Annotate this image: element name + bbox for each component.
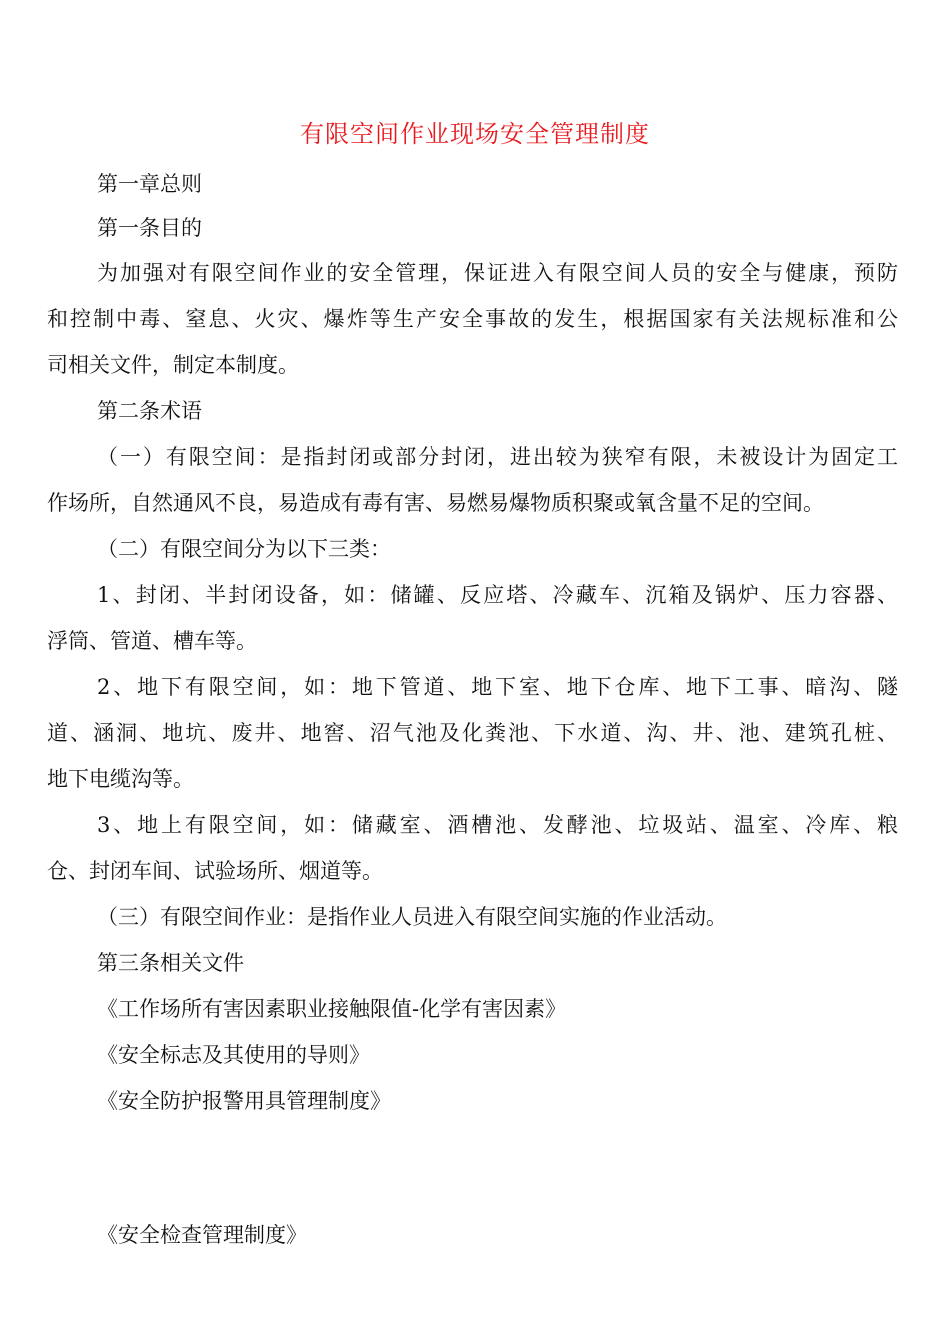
term-item-3: （三）有限空间作业：是指作业人员进入有限空间实施的作业活动。	[97, 905, 727, 929]
article1-paragraph-line: 和控制中毒、窒息、火灾、爆炸等生产安全事故的发生，根据国家有关法规标准和公	[47, 307, 898, 331]
related-document: 《安全标志及其使用的导则》	[97, 1043, 370, 1067]
article1-heading: 第一条目的	[97, 216, 202, 240]
related-document: 《安全检查管理制度》	[97, 1223, 307, 1247]
article1-paragraph-line: 为加强对有限空间作业的安全管理，保证进入有限空间人员的安全与健康，预防	[97, 261, 898, 285]
article2-heading: 第二条术语	[97, 399, 202, 423]
term-item-1-line: 作场所，自然通风不良，易造成有毒有害、易燃易爆物质积聚或氧含量不足的空间。	[47, 491, 824, 515]
article1-paragraph-line: 司相关文件，制定本制度。	[47, 353, 299, 377]
article3-heading: 第三条相关文件	[97, 951, 244, 975]
category-2-line: 2、地下有限空间，如：地下管道、地下室、地下仓库、地下工事、暗沟、隧	[97, 675, 898, 699]
category-1-line: 浮筒、管道、槽车等。	[47, 629, 257, 653]
category-3-line: 3、地上有限空间，如：储藏室、酒槽池、发酵池、垃圾站、温室、冷库、粮	[97, 813, 898, 837]
category-2-line: 地下电缆沟等。	[47, 767, 194, 791]
category-2-line: 道、涵洞、地坑、废井、地窖、沼气池及化粪池、下水道、沟、井、池、建筑孔桩、	[47, 721, 898, 745]
category-1-line: 1、封闭、半封闭设备，如：储罐、反应塔、冷藏车、沉箱及锅炉、压力容器、	[97, 583, 898, 607]
related-document: 《工作场所有害因素职业接触限值-化学有害因素》	[97, 997, 567, 1021]
category-3-line: 仓、封闭车间、试验场所、烟道等。	[47, 859, 383, 883]
related-document: 《安全防护报警用具管理制度》	[97, 1089, 391, 1113]
term-item-1-line: （一）有限空间：是指封闭或部分封闭，进出较为狭窄有限，未被设计为固定工	[97, 445, 898, 469]
term-item-2-heading: （二）有限空间分为以下三类：	[97, 537, 391, 561]
chapter-heading: 第一章总则	[97, 172, 202, 196]
document-title: 有限空间作业现场安全管理制度	[300, 120, 650, 148]
